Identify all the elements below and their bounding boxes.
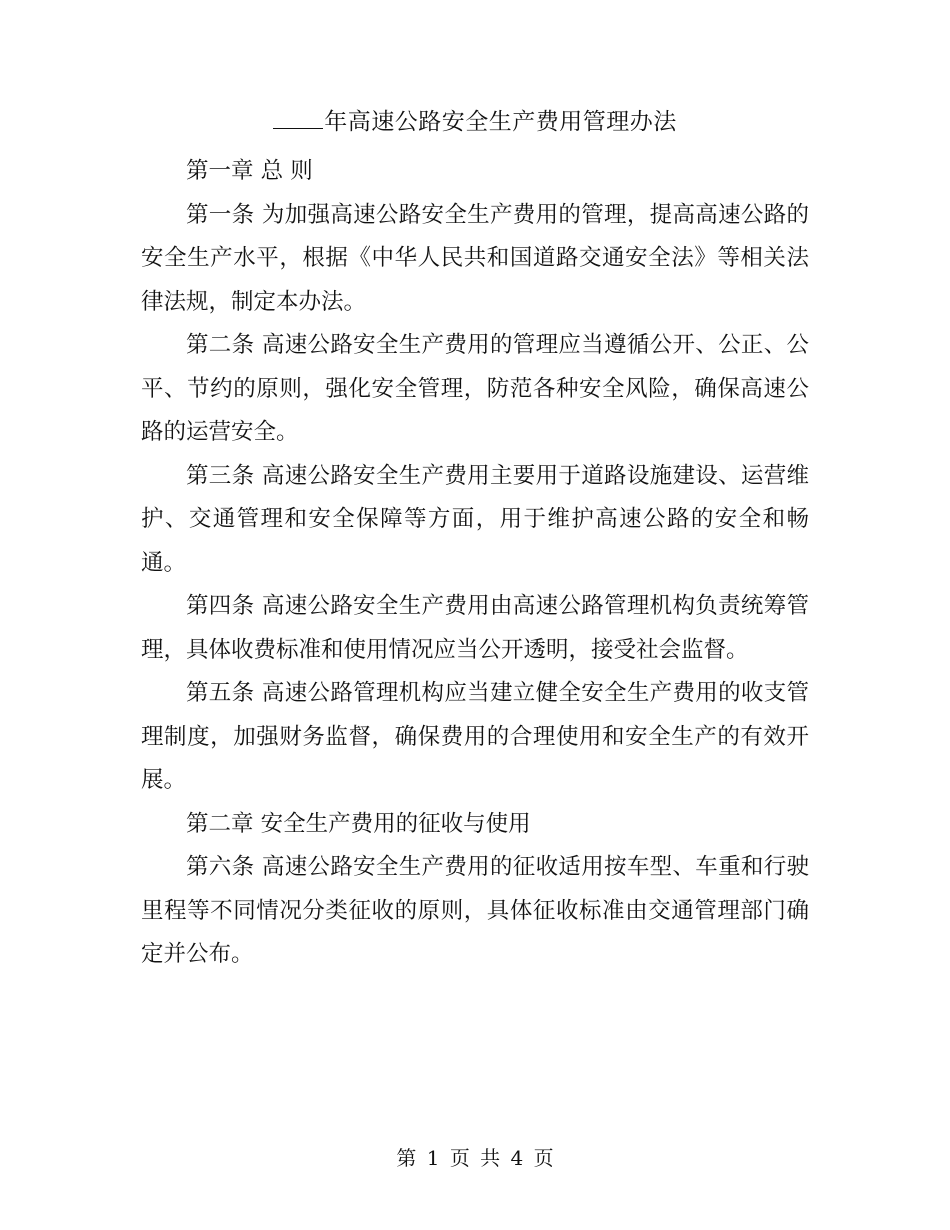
document-title <box>0 102 950 142</box>
chapter-2-heading: 第二章 安全生产费用的征收与使用 <box>186 810 531 837</box>
article-3: 第三条 高速公路安全生产费用主要用于道路设施建设、运营维护、交通管理和安全保障等方面，用于维护高速公路的安全和畅通。 <box>141 462 809 576</box>
title-year-blank <box>273 102 323 129</box>
article-4: 第四条 高速公路安全生产费用由高速公路管理机构负责统筹管理，具体收费标准和使用情况应当公开透明，接受社会监督。 <box>141 593 809 663</box>
article-1: 第一条 为加强高速公路安全生产费用的管理，提高高速公路的安全生产水平，根据《中华人民共和国道路交通安全法》等相关法律法规，制定本办法。 <box>141 201 809 315</box>
page-footer: 第 1 页 共 4 页 <box>396 1146 554 1170</box>
document-body <box>141 150 809 977</box>
chapter-1-heading: 第一章 总 则 <box>186 158 313 184</box>
article-2: 第二条 高速公路安全生产费用的管理应当遵循公开、公正、公平、节约的原则，强化安全管理，防范各种安全风险，确保高速公路的运营安全。 <box>141 332 809 445</box>
title-text: 年高速公路安全生产费用管理办法 <box>324 109 677 135</box>
article-6: 第六条 高速公路安全生产费用的征收适用按车型、车重和行驶里程等不同情况分类征收的原则，具体征收标准由交通管理部门确定并公布。 <box>141 854 809 967</box>
article-5: 第五条 高速公路管理机构应当建立健全安全生产费用的收支管理制度，加强财务监督，确保费用的合理使用和安全生产的有效开展。 <box>141 680 809 793</box>
